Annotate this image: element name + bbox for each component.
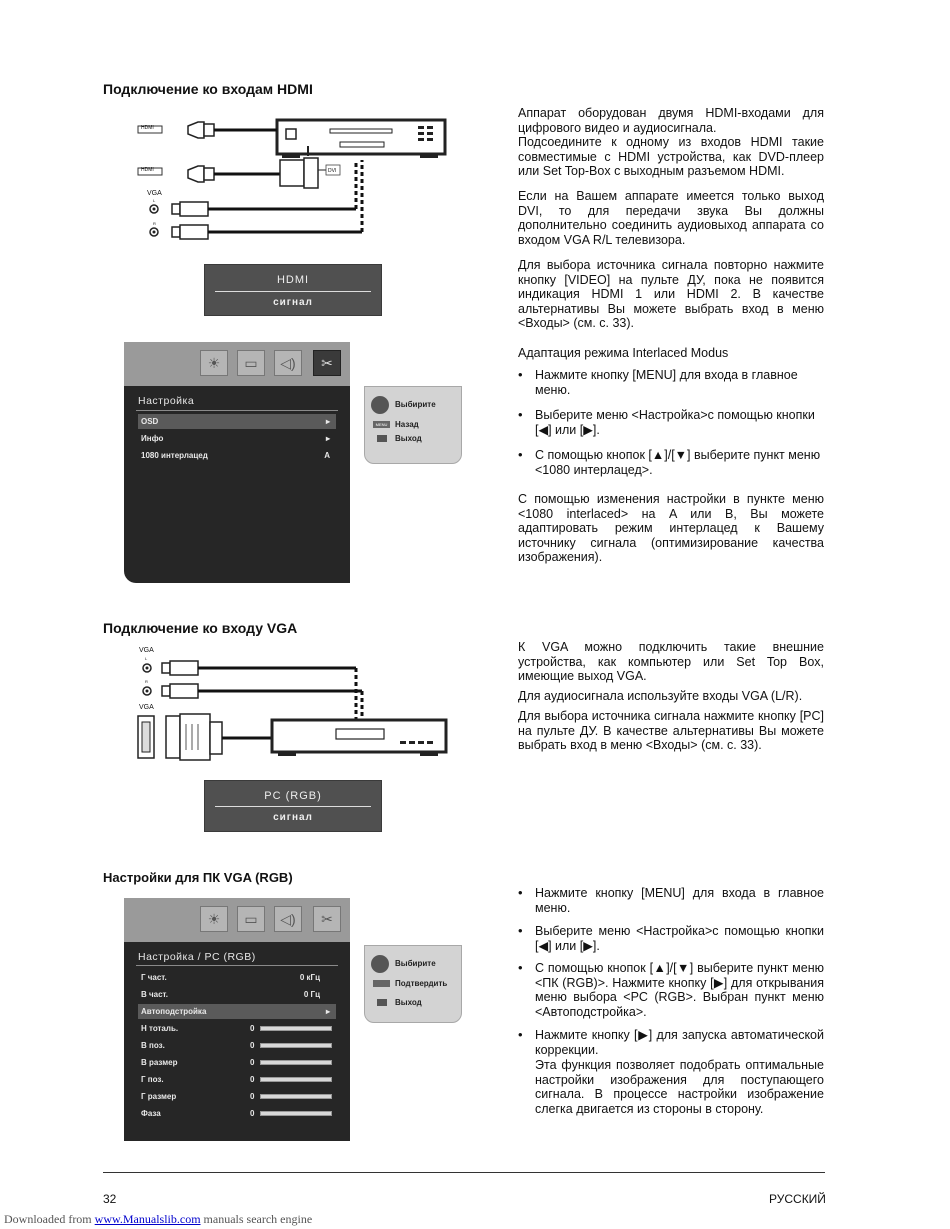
menu-title: Настройка	[138, 395, 195, 407]
exit-key-icon	[377, 435, 387, 442]
vga-connection-diagram	[130, 652, 460, 764]
navigation-knob-icon	[371, 955, 389, 973]
menu-row-osd[interactable]	[138, 414, 336, 429]
legend-exit: Выход	[395, 434, 422, 443]
label-dvi: DVI	[328, 168, 337, 174]
navigation-legend	[364, 386, 462, 464]
hdmi-signal-osd	[204, 264, 382, 316]
v-size-slider[interactable]	[260, 1060, 332, 1065]
section-title-pc: Настройки для ПК VGA (RGB)	[103, 870, 293, 885]
sound-tab-icon: ◁)	[274, 350, 302, 376]
row-label: Г поз.	[141, 1075, 164, 1084]
vga-paragraph-2: Для аудиосигнала используйте входы VGA (L/R).	[518, 689, 803, 703]
menu-key-icon: MENU	[373, 421, 390, 428]
row-value: 0	[250, 1058, 255, 1067]
hdmi-paragraph-2: Подсоедините к одному из входов HDMI такие совместимые с HDMI устройства, как DVD-плеер или Set Top-Box с выходным разъемом HDMI.	[518, 135, 824, 179]
picture-tab-icon: ☀	[200, 906, 228, 932]
hdmi-paragraph-4: Для выбора источника сигнала повторно нажмите кнопку [VIDEO] на пульте ДУ, пока не появится индикация HDMI 1 или HDMI 2. В качестве альтернативы Вы можете выбрать вход в меню <Входы> (см. с. 33).	[518, 258, 824, 331]
settings-menu	[124, 342, 350, 583]
row-value: ▸	[325, 417, 330, 426]
hdmi-paragraph-3: Если на Вашем аппарате имеется только выход DVI, то для передачи звука Вы должны дополнительно соединить аудиовыход аппарата со входом VGA R/L телевизора.	[518, 189, 824, 247]
footer-language: РУССКИЙ	[769, 1192, 826, 1206]
row-label: В поз.	[141, 1041, 165, 1050]
legend-select: Выбирите	[395, 400, 436, 409]
hdmi-closing: С помощью изменения настройки в пункте меню <1080 interlaced> на A или B, Вы можете адаптировать режим интерлацед к Вашему источнику сигнала (оптимизирование качества изображения).	[518, 492, 824, 565]
manualslib-watermark	[4, 1212, 312, 1227]
osd-subtitle: сигнал	[273, 297, 313, 308]
row-value: 0 кГц	[299, 973, 320, 982]
h-size-slider[interactable]	[260, 1094, 332, 1099]
row-label: 1080 интерлацед	[141, 451, 208, 460]
h-pos-slider[interactable]	[260, 1077, 332, 1082]
row-value: ▸	[325, 1007, 330, 1016]
pc-signal-osd	[204, 780, 382, 832]
row-value: 0	[250, 1109, 255, 1118]
label-r: R	[153, 221, 156, 226]
row-label: Г размер	[141, 1092, 177, 1101]
hdmi-paragraph-1: Аппарат оборудован двумя HDMI-входами для цифрового видео и аудиосигнала.	[518, 106, 824, 135]
hdmi-bullet-3: • С помощью кнопок [▲]/[▼] выберите пункт меню <1080 интерлацед>.	[518, 448, 824, 477]
menu-title: Настройка / PC (RGB)	[138, 951, 256, 963]
row-label: В размер	[141, 1058, 178, 1067]
osd-title: PC (RGB)	[264, 790, 322, 802]
row-label: Фаза	[141, 1109, 161, 1118]
legend-confirm: Подтвердить	[395, 979, 448, 988]
row-label: Инфо	[141, 434, 164, 443]
label-l: L	[153, 198, 156, 203]
pc-settings-menu	[124, 898, 350, 1141]
vga-paragraph-1: К VGA можно подключить такие внешние устройства, как компьютер или Set Top Box, имеющие выход VGA.	[518, 640, 824, 684]
vga-label-l: L	[145, 656, 148, 661]
pc-bullet-4: • Нажмите кнопку [▶] для запуска автоматической коррекции.	[518, 1028, 824, 1057]
hdmi-bullet-2: • Выберите меню <Настройка>с помощью кнопки [◀] или [▶].	[518, 408, 824, 437]
vga-paragraph-3: Для выбора источника сигнала нажмите кнопку [PC] на пульте ДУ. В качестве альтернативы Вы можете выбрать вход в меню <Входы> (см. с. 33).	[518, 709, 824, 753]
row-label: Н тоталь.	[141, 1024, 179, 1033]
pc-bullet-4-extra: Эта функция позволяет подобрать оптимальные настройки изображения для поступающего сигнала. В процессе настройки изображение слегка двигается из стороны в сторону.	[535, 1058, 824, 1116]
sound-tab-icon: ◁)	[274, 906, 302, 932]
row-label: Г част.	[141, 973, 167, 982]
section-title-hdmi: Подключение ко входам HDMI	[103, 81, 313, 97]
vga-label-connector: VGA	[139, 704, 154, 711]
menu-row-v-freq[interactable]	[138, 987, 326, 1002]
row-value: 0	[250, 1024, 255, 1033]
row-value: 0	[250, 1092, 255, 1101]
row-label: OSD	[141, 417, 159, 426]
legend-select: Выбирите	[395, 959, 436, 968]
pc-bullet-1: • Нажмите кнопку [MENU] для входа в главное меню.	[518, 886, 824, 915]
tv-tab-icon: ▭	[237, 906, 265, 932]
tools-tab-icon: ✂	[313, 906, 341, 932]
pc-navigation-legend	[364, 945, 462, 1023]
row-value: 0 Гц	[303, 990, 320, 999]
legend-exit: Выход	[395, 998, 422, 1007]
vga-label-r: R	[145, 679, 148, 684]
menu-row-h-freq[interactable]	[138, 970, 326, 985]
menu-row-auto-adjust[interactable]	[138, 1004, 336, 1019]
pc-bullet-3: • С помощью кнопок [▲]/[▼] выберите пункт меню <ПК (RGB)>. Нажмите кнопку [▶] для открывания меню выбора <PC (RGB>. Выбран пункт меню <Автоподстройка>.	[518, 961, 824, 1019]
row-value: ▸	[325, 434, 330, 443]
ok-key-icon	[373, 980, 390, 987]
label-hdmi-2: HDMI	[141, 167, 154, 173]
picture-tab-icon: ☀	[200, 350, 228, 376]
label-vga: VGA	[147, 190, 162, 197]
pc-bullet-2: • Выберите меню <Настройка>с помощью кнопки [◀] или [▶].	[518, 924, 824, 953]
hdmi-bullet-1: • Нажмите кнопку [MENU] для входа в главное меню.	[518, 368, 824, 397]
label-hdmi-1: HDMI	[141, 125, 154, 131]
row-value: 0	[250, 1041, 255, 1050]
page-number: 32	[103, 1192, 117, 1206]
phase-slider[interactable]	[260, 1111, 332, 1116]
legend-back: Назад	[395, 420, 419, 429]
watermark-prefix: Downloaded from	[4, 1212, 95, 1226]
navigation-knob-icon	[371, 396, 389, 414]
row-value: 0	[250, 1075, 255, 1084]
exit-key-icon	[377, 999, 387, 1006]
osd-title: HDMI	[276, 274, 310, 286]
tv-tab-icon: ▭	[237, 350, 265, 376]
row-label: Автоподстройка	[141, 1007, 207, 1016]
section-title-vga: Подключение ко входу VGA	[103, 620, 298, 636]
h-total-slider[interactable]	[260, 1026, 332, 1031]
footer-divider	[103, 1172, 825, 1173]
row-value: A	[324, 451, 330, 460]
watermark-suffix: manuals search engine	[200, 1212, 313, 1226]
row-label: В част.	[141, 990, 168, 999]
menu-row-info[interactable]	[138, 431, 336, 446]
hdmi-connection-diagram	[130, 112, 460, 247]
tools-tab-icon: ✂	[313, 350, 341, 376]
vga-label-audio: VGA	[139, 647, 154, 654]
osd-subtitle: сигнал	[273, 812, 313, 823]
interlaced-heading: Адаптация режима Interlaced Modus	[518, 346, 729, 360]
manualslib-link[interactable]: www.Manualslib.com	[94, 1212, 201, 1226]
v-pos-slider[interactable]	[260, 1043, 332, 1048]
menu-row-interlaced[interactable]	[138, 448, 336, 463]
